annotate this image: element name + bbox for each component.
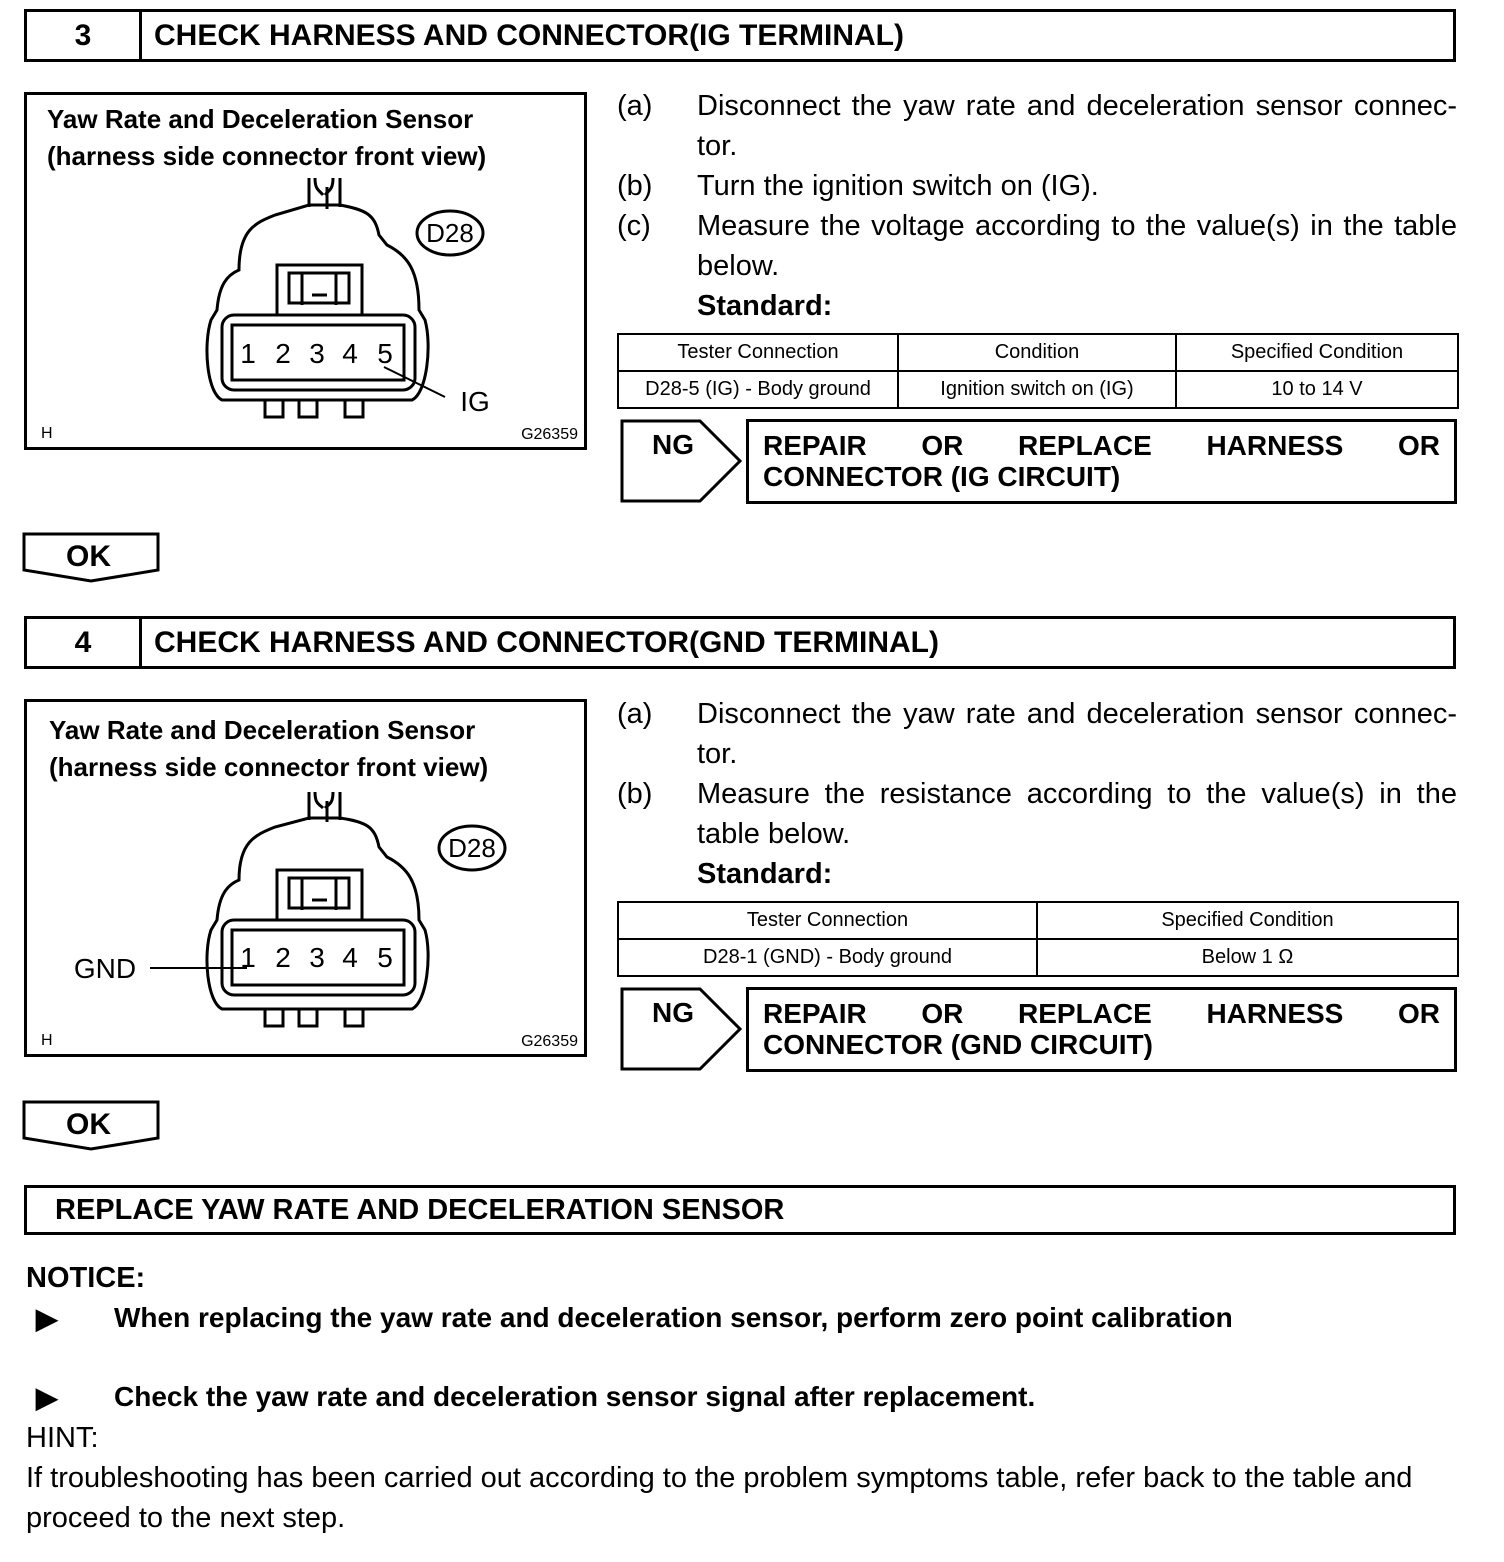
ng-action-word: REPLACE <box>1018 430 1152 461</box>
figure-title-line2: (harness side connector front view) <box>47 141 487 171</box>
ng-action-line1 <box>763 430 1440 461</box>
hint-text: If troubleshooting has been carried out according to the problem symptoms table, refer back to the table and proceed to the next step. <box>26 1462 1413 1534</box>
table-cell: Below 1 Ω <box>1037 939 1458 976</box>
hint-label: HINT: <box>26 1422 99 1454</box>
ng-action-line2: CONNECTOR (IG CIRCUIT) <box>763 461 1121 492</box>
table-header: Condition <box>898 334 1176 371</box>
ng-action-word: REPAIR <box>763 430 867 461</box>
instruction-text: Measure the voltage according to the value(s) in the table below. <box>697 210 1457 282</box>
bullet-icon: ▶ <box>36 1382 58 1413</box>
ng-action-word: OR <box>1398 430 1440 461</box>
ng-label: NG <box>652 997 694 1028</box>
ng-action-line2: CONNECTOR (GND CIRCUIT) <box>763 1029 1153 1060</box>
figure-corner-label: H <box>41 425 53 442</box>
step4-ng-action <box>746 987 1457 1072</box>
standard-label: Standard: <box>697 290 833 322</box>
ok-label: OK <box>66 540 111 573</box>
connector-diagram <box>27 702 584 1054</box>
step4-ok-flag <box>22 1100 162 1152</box>
table-header: Tester Connection <box>618 902 1037 939</box>
table-header-row <box>618 902 1458 939</box>
instruction-text: Measure the resistance according to the value(s) in the table below. <box>697 778 1457 850</box>
final-action-box: REPLACE YAW RATE AND DECELERATION SENSOR <box>24 1185 1456 1235</box>
table-cell: D28-5 (IG) - Body ground <box>618 371 898 408</box>
instruction-text: Turn the ignition switch on (IG). <box>697 170 1099 202</box>
ok-label: OK <box>66 1108 111 1141</box>
step3-spec-table <box>617 333 1459 409</box>
instruction-text: Disconnect the yaw rate and deceleration sensor connec- tor. <box>697 90 1457 162</box>
figure-code: G26359 <box>521 426 578 443</box>
ng-action-word: HARNESS <box>1206 430 1344 461</box>
notice-text: Check the yaw rate and deceleration sensor signal after replacement. <box>114 1381 1036 1412</box>
instruction-a <box>617 86 1457 166</box>
pin-4: 4 <box>342 942 358 973</box>
table-row <box>618 939 1458 976</box>
connector-id: D28 <box>426 218 474 248</box>
notice-label: NOTICE: <box>26 1262 146 1294</box>
instruction-label: (a) <box>617 698 653 730</box>
instruction-c <box>617 206 1457 286</box>
step-title: CHECK HARNESS AND CONNECTOR(GND TERMINAL) <box>154 625 939 659</box>
step4-header <box>24 616 1456 669</box>
pin-5: 5 <box>377 338 393 369</box>
table-cell: D28-1 (GND) - Body ground <box>618 939 1037 976</box>
step4-figure <box>24 699 587 1057</box>
bullet-icon: ▶ <box>36 1303 58 1334</box>
table-header: Tester Connection <box>618 334 898 371</box>
notice-text: When replacing the yaw rate and deceleration sensor, perform zero point calibration <box>114 1302 1233 1333</box>
instruction-a <box>617 694 1457 774</box>
connector-id: D28 <box>448 833 496 863</box>
figure-code: G26359 <box>521 1033 578 1050</box>
table-header: Specified Condition <box>1037 902 1458 939</box>
step3-header <box>24 9 1456 62</box>
ng-action-word: REPLACE <box>1018 998 1152 1029</box>
ng-action-line1 <box>763 998 1440 1029</box>
ng-action-word: OR <box>921 430 964 461</box>
standard-label: Standard: <box>697 858 833 890</box>
ng-action-word: OR <box>1398 998 1440 1029</box>
step3-ng-arrow <box>620 419 744 504</box>
notice-item <box>26 1381 1466 1414</box>
pin-3: 3 <box>309 942 325 973</box>
instruction-text: Disconnect the yaw rate and deceleration sensor connec- tor. <box>697 698 1457 770</box>
instruction-label: (c) <box>617 210 651 242</box>
pin-4: 4 <box>342 338 358 369</box>
table-header-row <box>618 334 1458 371</box>
step3-ng-action <box>746 419 1457 504</box>
figure-title-line1: Yaw Rate and Deceleration Sensor <box>49 715 476 745</box>
ng-label: NG <box>652 429 694 460</box>
ng-action-word: OR <box>921 998 964 1029</box>
step-title: CHECK HARNESS AND CONNECTOR(IG TERMINAL) <box>154 18 904 52</box>
gnd-callout: GND <box>73 953 137 984</box>
pin-5: 5 <box>377 942 393 973</box>
instruction-b <box>617 774 1457 854</box>
instruction-label: (a) <box>617 90 653 122</box>
step3-ok-flag <box>22 532 162 584</box>
step-number: 3 <box>27 12 142 59</box>
step4-spec-table <box>617 901 1459 977</box>
notice-item <box>26 1302 1466 1335</box>
table-cell: Ignition switch on (IG) <box>898 371 1176 408</box>
figure-corner-label: H <box>41 1032 53 1049</box>
instruction-label: (b) <box>617 778 653 810</box>
instruction-b <box>617 166 1457 206</box>
pin-2: 2 <box>275 338 291 369</box>
table-cell: 10 to 14 V <box>1176 371 1458 408</box>
figure-title-line1: Yaw Rate and Deceleration Sensor <box>47 104 474 134</box>
step-number: 4 <box>27 619 142 666</box>
step4-ng-arrow <box>620 987 744 1072</box>
pin-1: 1 <box>240 338 256 369</box>
pin-2: 2 <box>275 942 291 973</box>
table-header: Specified Condition <box>1176 334 1458 371</box>
pin-1: 1 <box>240 942 256 973</box>
ng-action-word: HARNESS <box>1206 998 1344 1029</box>
ng-action-word: REPAIR <box>763 998 867 1029</box>
step3-instructions <box>617 86 1457 326</box>
pin-3: 3 <box>309 338 325 369</box>
step3-figure <box>24 92 587 450</box>
table-row <box>618 371 1458 408</box>
figure-title-line2: (harness side connector front view) <box>49 752 489 782</box>
instruction-label: (b) <box>617 170 653 202</box>
ig-callout: IG <box>460 386 490 417</box>
connector-diagram <box>27 95 584 447</box>
step4-instructions <box>617 694 1457 894</box>
